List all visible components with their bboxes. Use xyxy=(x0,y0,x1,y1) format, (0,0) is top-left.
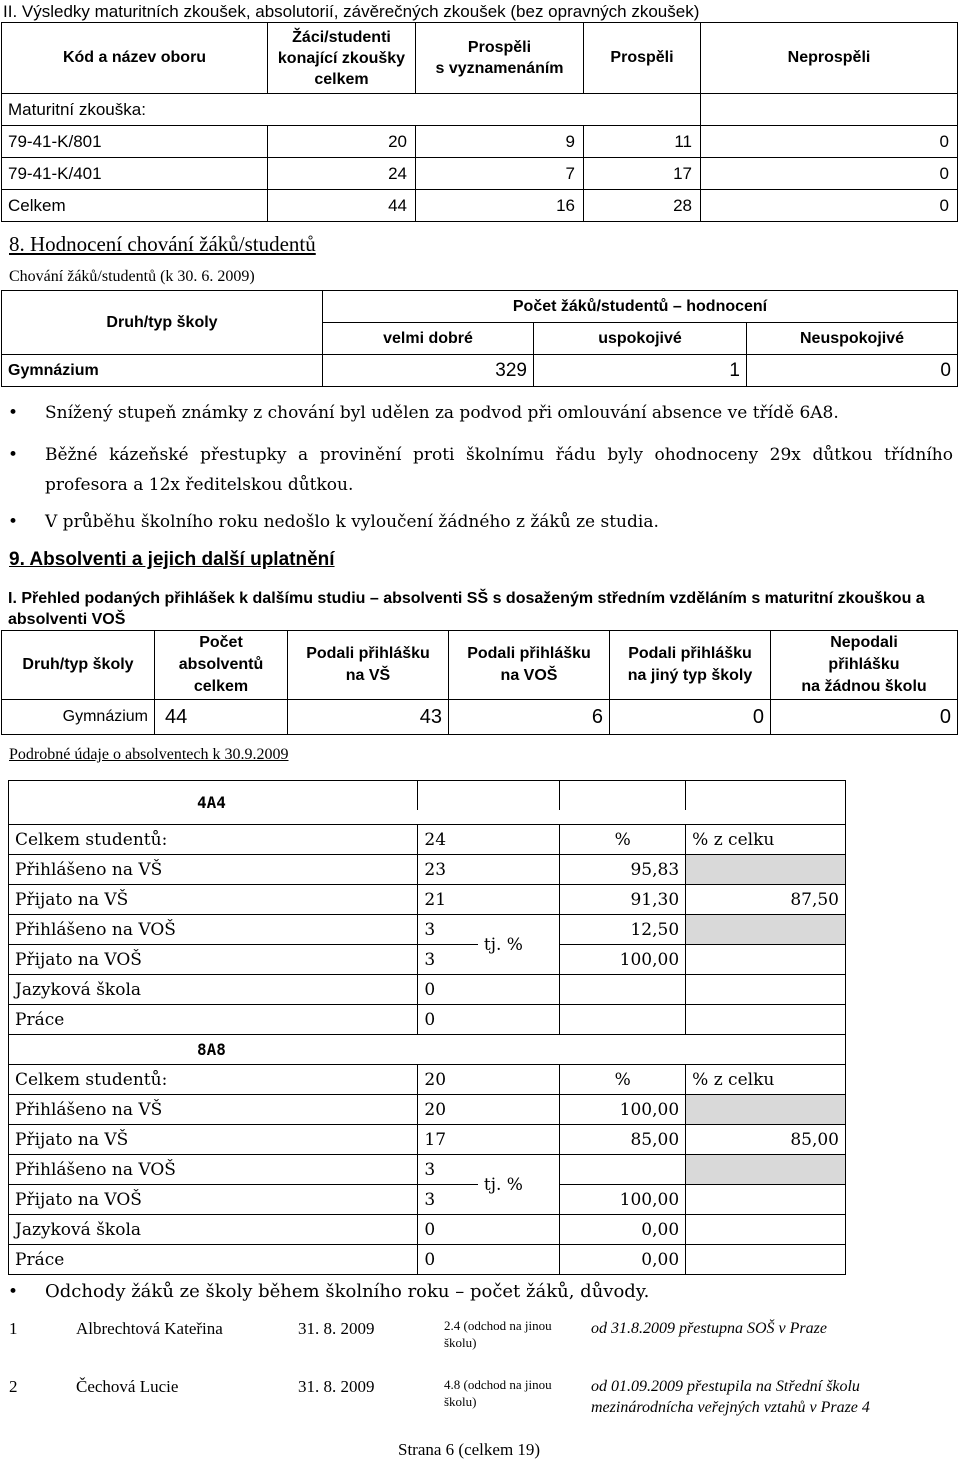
departure-note-2: od 01.09.2009 přestupila na Střední školu mezinárodnícha veřejných vztahů v Praze 4 xyxy=(591,1378,870,1416)
col-good: velmi dobré xyxy=(323,323,534,355)
bullet-icon: • xyxy=(8,445,19,465)
col-vos: Podali přihlášku na VOŠ xyxy=(449,631,610,700)
tj-label: tj. % xyxy=(478,1155,560,1215)
header-passed: Prospěli xyxy=(584,23,701,94)
details-label: Podrobné údaje o absolventech k 30.9.2009 xyxy=(9,746,289,763)
table-row: Přijato na VŠ 21 91,30 87,50 xyxy=(9,885,846,915)
bullet-icon: • xyxy=(8,403,19,423)
col-type: Druh/typ školy xyxy=(2,291,323,355)
col-count: Počet absolventů celkem xyxy=(155,631,288,700)
col-none: Nepodali přihlášku na žádnou školu xyxy=(771,631,958,700)
behavior-table xyxy=(1,290,958,387)
table-row: Gymnázium 329 1 0 xyxy=(2,355,958,387)
class-details-table xyxy=(8,780,846,1275)
col-other: Podali přihlášku na jiný typ školy xyxy=(610,631,771,700)
table-row: Gymnázium 44 43 6 0 0 xyxy=(2,700,958,735)
page-footer: Strana 6 (celkem 19) xyxy=(398,1440,541,1459)
departure-no-2: 2 xyxy=(9,1377,18,1396)
section8-heading: 8. Hodnocení chování žáků/studentů xyxy=(9,232,316,256)
col-ok: uspokojivé xyxy=(534,323,747,355)
applications-table xyxy=(1,630,958,735)
tj-label: tj. % xyxy=(478,915,560,975)
table-row: Přijato na VOŠ 3 100,00 xyxy=(9,1185,846,1215)
table-row: Práce 0 0,00 xyxy=(9,1245,846,1275)
departure-date-2: 31. 8. 2009 xyxy=(298,1377,375,1396)
table-row: Celkem 44 16 28 0 xyxy=(2,190,958,222)
header-students: Žáci/studenti konající zkoušky celkem xyxy=(268,23,416,94)
table-row: Jazyková škola 0 0,00 xyxy=(9,1215,846,1245)
col-bad: Neuspokojivé xyxy=(747,323,958,355)
bullet-icon: • xyxy=(8,512,19,532)
table-row: 79-41-K/801 20 9 11 0 xyxy=(2,126,958,158)
departure-code-2: 4.8 (odchod na jinou školu) xyxy=(444,1377,552,1409)
col-group: Počet žáků/studentů – hodnocení xyxy=(323,291,958,323)
list-item: • V průběhu školního roku nedošlo k vyloučení žádného z žáků ze studia. xyxy=(8,507,953,537)
table-row: Přijato na VOŠ 3 100,00 xyxy=(9,945,846,975)
section2-title: II. Výsledky maturitních zkoušek, absolutorií, závěrečných zkoušek (bez opravných zkoušek) xyxy=(3,2,700,21)
departure-code-1: 2.4 (odchod na jinou školu) xyxy=(444,1318,552,1350)
header-honors: Prospěli s vyznamenáním xyxy=(416,23,584,94)
list-item: • Odchody žáků ze školy během školního roku – počet žáků, důvody. xyxy=(8,1277,953,1307)
class-name-8a8: 8A8 xyxy=(9,1035,846,1065)
table-row: Celkem studentů: 24 % % z celku xyxy=(9,825,846,855)
departure-name-2: Čechová Lucie xyxy=(76,1377,179,1396)
bullet-icon: • xyxy=(8,1282,19,1302)
table-row: Práce 0 xyxy=(9,1005,846,1035)
table-row: 79-41-K/401 24 7 17 0 xyxy=(2,158,958,190)
exam-results-table xyxy=(1,22,958,222)
class-name-4a4: 4A4 xyxy=(9,796,846,811)
list-item: • Běžné kázeňské přestupky a provinění proti školnímu řádu byly ohodnoceny 29x důtkou třídního profesora a 12x ředitelskou důtkou. xyxy=(8,440,953,500)
table-row: Jazyková škola 0 xyxy=(9,975,846,1005)
col-type: Druh/typ školy xyxy=(2,631,155,700)
header-failed: Neprospěli xyxy=(701,23,958,94)
table-row: Přihlášeno na VOŠ 3 tj. % 12,50 xyxy=(9,915,846,945)
departure-date-1: 31. 8. 2009 xyxy=(298,1319,375,1338)
table-row: Přijato na VŠ 17 85,00 85,00 xyxy=(9,1125,846,1155)
table-row: Přihlášeno na VŠ 23 95,83 xyxy=(9,855,846,885)
table-row: Přihlášeno na VŠ 20 100,00 xyxy=(9,1095,846,1125)
departure-name-1: Albrechtová Kateřina xyxy=(76,1319,223,1338)
section9-heading: 9. Absolventi a jejich další uplatnění xyxy=(9,549,335,570)
table-row: Přihlášeno na VOŠ 3 tj. % xyxy=(9,1155,846,1185)
col-vs: Podali přihlášku na VŠ xyxy=(288,631,449,700)
section9-subheading: I. Přehled podaných přihlášek k dalšímu studiu – absolventi SŠ s dosaženým středním vzděláním s maturitní zkouškou a absolventi VOŠ xyxy=(8,590,925,628)
table-row: Celkem studentů: 20 % % z celku xyxy=(9,1065,846,1095)
list-item: • Snížený stupeň známky z chování byl udělen za podvod při omlouvání absence ve třídě 6A8. xyxy=(8,398,953,428)
departure-no-1: 1 xyxy=(9,1319,18,1338)
section8-subheading: Chování žáků/studentů (k 30. 6. 2009) xyxy=(9,268,255,285)
header-code: Kód a název oboru xyxy=(2,23,268,94)
exam-label: Maturitní zkouška: xyxy=(2,94,701,126)
departure-note-1: od 31.8.2009 přestupna SOŠ v Praze xyxy=(591,1320,827,1337)
